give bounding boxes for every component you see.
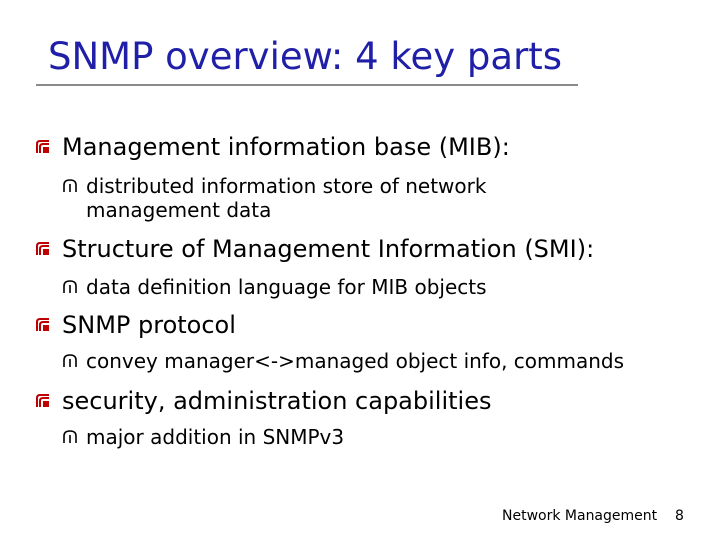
sub-bullet-marker-icon <box>62 178 78 194</box>
bullet-marker-icon <box>34 316 52 334</box>
bullet-item <box>34 387 491 415</box>
bullet-label: Management information base (MIB): <box>62 133 510 161</box>
bullet-marker-icon <box>34 138 52 156</box>
sub-bullet-label: data definition language for MIB objects <box>86 275 487 299</box>
sub-bullet-marker-icon <box>62 429 78 445</box>
sub-bullet-item <box>62 275 487 299</box>
bullet-marker-icon <box>34 392 52 410</box>
sub-bullet-label: major addition in SNMPv3 <box>86 425 345 449</box>
title-underline <box>36 84 578 86</box>
footer-label: Network Management <box>502 508 658 524</box>
sub-bullet-marker-icon <box>62 353 78 369</box>
bullet-label: SNMP protocol <box>62 311 236 339</box>
sub-bullet-marker-icon <box>62 279 78 295</box>
sub-bullet-item <box>62 174 582 222</box>
sub-bullet-item <box>62 349 624 373</box>
bullet-item <box>34 133 510 161</box>
sub-bullet-item <box>62 425 344 449</box>
bullet-marker-icon <box>34 240 52 258</box>
bullet-label: Structure of Management Information (SMI): <box>62 235 595 263</box>
bullet-item <box>34 311 236 339</box>
bullet-label: security, administration capabilities <box>62 387 492 415</box>
slide-title: SNMP overview: 4 key parts <box>48 35 563 78</box>
bullet-item <box>34 235 594 263</box>
sub-bullet-label: convey manager<->managed object info, commands <box>86 349 625 373</box>
sub-bullet-label: distributed information store of network management data <box>86 174 487 222</box>
page-number: 8 <box>675 508 684 524</box>
